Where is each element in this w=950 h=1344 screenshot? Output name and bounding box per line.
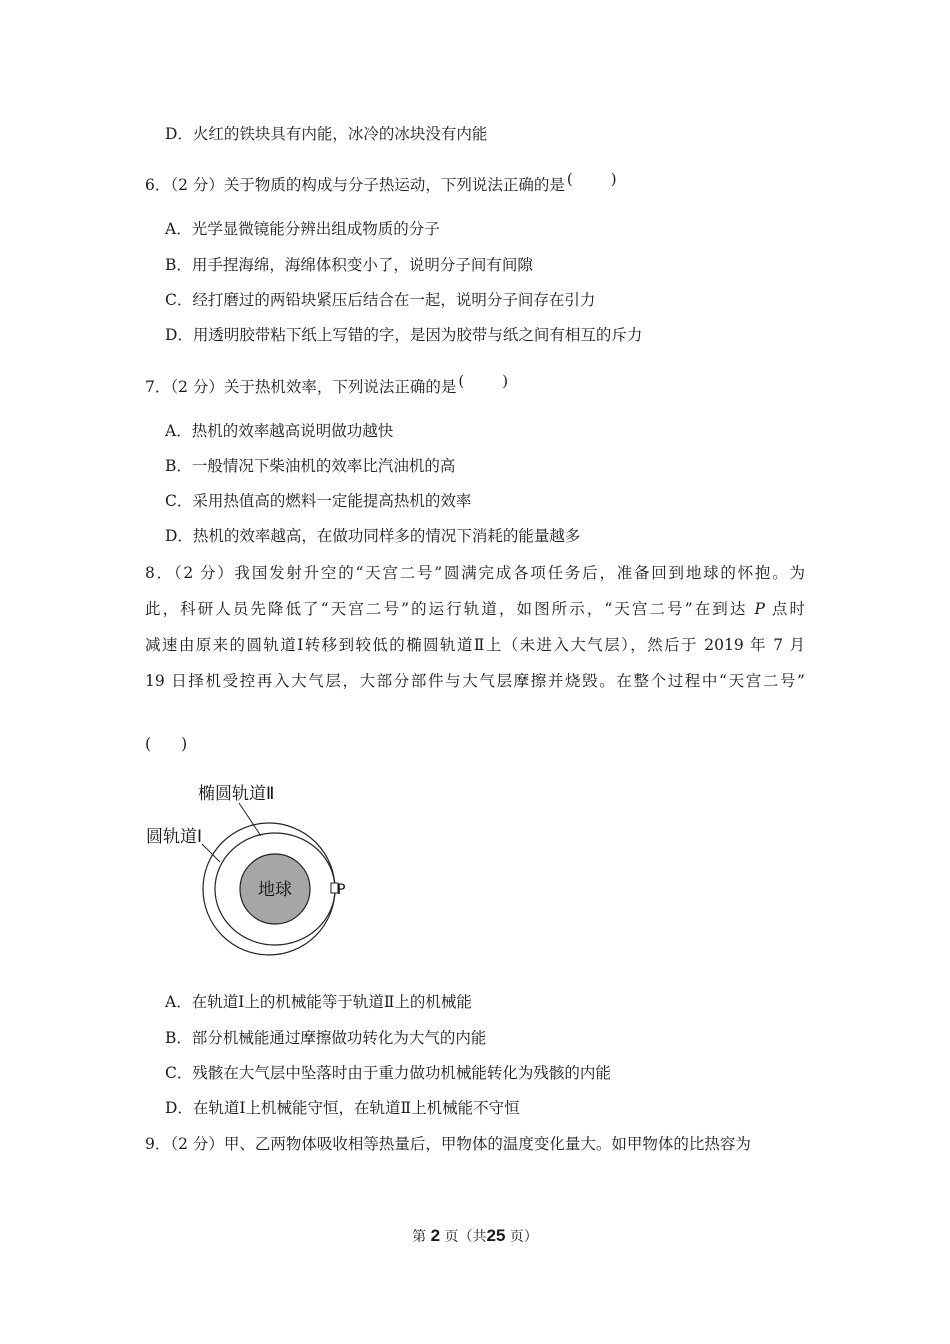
total-pages: 25 — [486, 1226, 506, 1245]
point-p: P — [754, 600, 765, 618]
q7-option-a: A．热机的效率越高说明做功越快 — [165, 422, 394, 440]
q7-option-c: C．采用热值高的燃料一定能提高热机的效率 — [165, 492, 472, 510]
q7-option-b: B．一般情况下柴油机的效率比汽油机的高 — [165, 457, 456, 475]
q8-line-2: 此，科研人员先降低了“天宫二号”的运行轨道，如图所示，“天宫二号”在到达 P 点时 — [145, 600, 805, 618]
q6-option-c: C．经打磨过的两铅块紧压后结合在一起，说明分子间存在引力 — [165, 291, 596, 309]
point-p-label: P — [337, 882, 346, 898]
q6-option-d: D．用透明胶带粘下纸上写错的字，是因为胶带与纸之间有相互的斥力 — [165, 326, 643, 344]
q8-option-a: A．在轨道Ⅰ上的机械能等于轨道Ⅱ上的机械能 — [165, 993, 472, 1011]
q8-line-1: 8．（2 分）我国发射升空的“天宫二号”圆满完成各项任务后，准备回到地球的怀抱。为 — [145, 564, 805, 582]
footer-mid: 页（共 — [444, 1229, 487, 1245]
q5-option-d: D．火红的铁块具有内能，冰冷的冰块没有内能 — [165, 125, 488, 143]
paren-close: ) — [610, 170, 617, 188]
q6-option-b: B．用手捏海绵，海绵体积变小了，说明分子间有间隙 — [165, 256, 533, 274]
q7-stem — [145, 372, 509, 398]
q8-line-4: 19 日择机受控再入大气层，大部分部件与大气层摩擦并烧毁。在整个过程中“天宫二号” — [145, 672, 805, 690]
ellipse-leader-line — [239, 803, 261, 836]
orbit-diagram — [140, 778, 370, 968]
q9-stem: 9．（2 分）甲、乙两物体吸收相等热量后，甲物体的温度变化量大。如甲物体的比热容为 — [145, 1135, 751, 1153]
q6-stem — [145, 170, 617, 196]
q8-answer-blank — [145, 733, 187, 755]
earth-label: 地球 — [258, 880, 292, 900]
paren-close: ) — [502, 372, 509, 390]
paren-close: ) — [181, 735, 188, 753]
page-number: 2 — [430, 1226, 441, 1245]
q6-stem-text: 6．（2 分）关于物质的构成与分子热运动，下列说法正确的是 — [145, 176, 565, 194]
q7-option-d: D．热机的效率越高，在做功同样多的情况下消耗的能量越多 — [165, 527, 581, 545]
q8-line-3: 减速由原来的圆轨道Ⅰ转移到较低的椭圆轨道Ⅱ上（未进入大气层），然后于 2019 年 7 月 — [145, 636, 805, 654]
footer-post: 页） — [509, 1229, 538, 1245]
q7-stem-text: 7．（2 分）关于热机效率，下列说法正确的是 — [145, 378, 457, 396]
footer-pre: 第 — [412, 1229, 427, 1245]
paren-open: ( — [145, 735, 152, 753]
circle-orbit-label: 圆轨道Ⅰ — [146, 827, 203, 847]
q8-option-c: C．残骸在大气层中坠落时由于重力做功机械能转化为残骸的内能 — [165, 1064, 611, 1082]
q8-stem — [145, 555, 805, 699]
page-footer — [0, 1226, 950, 1246]
paren-open: ( — [566, 170, 573, 188]
q6-option-a: A．光学显微镜能分辨出组成物质的分子 — [165, 220, 440, 238]
paren-open: ( — [458, 372, 465, 390]
q8-option-d: D．在轨道Ⅰ上机械能守恒，在轨道Ⅱ上机械能不守恒 — [165, 1099, 520, 1117]
q8-option-b: B．部分机械能通过摩擦做功转化为大气的内能 — [165, 1029, 487, 1047]
ellipse-orbit-label: 椭圆轨道Ⅱ — [198, 784, 275, 804]
circle-leader-line — [202, 844, 220, 862]
